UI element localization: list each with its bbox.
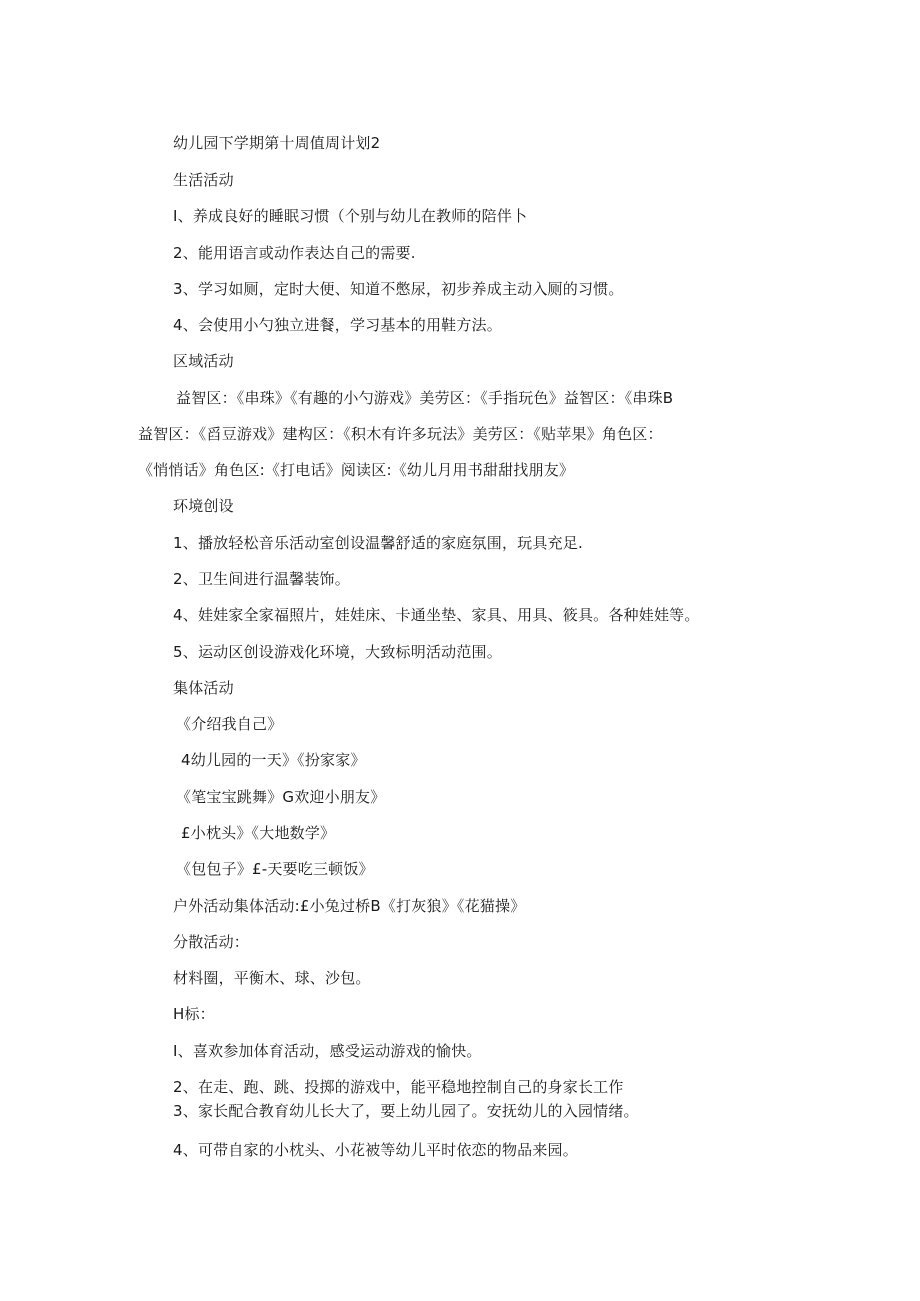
list-item: 《包包子》£-天要吃三顿饭》: [176, 860, 374, 878]
list-item: 5、运动区创设游戏化环境，大致标明活动范围。: [173, 643, 502, 661]
list-item: 《笔宝宝跳舞》G欢迎小朋友》: [176, 788, 386, 806]
list-item: 3、学习如厕，定时大便、知道不憋尿，初步养成主动入厕的习惯。: [173, 280, 624, 298]
section-heading-scattered: 分散活动：: [173, 933, 250, 951]
list-item: 4、娃娃家全家福照片，娃娃床、卡通坐垫、家具、用具、筱具。各种娃娃等。: [173, 606, 700, 624]
section-heading-area: 区域活动: [173, 352, 234, 370]
list-item: 4、可带自家的小枕头、小花被等幼儿平时依恋的物品来园。: [173, 1141, 578, 1159]
list-item: I、喜欢参加体育活动，感受运动游戏的愉快。: [173, 1042, 482, 1060]
list-item: 1、播放轻松音乐活动室创设温馨舒适的家庭氛围，玩具充足.: [173, 534, 583, 552]
list-item: £小枕头》《大地数学》: [181, 824, 336, 842]
list-item: 4、会使用小勺独立进餐，学习基本的用鞋方法。: [173, 316, 502, 334]
section-heading-group: 集体活动: [173, 679, 234, 697]
list-item: I、养成良好的睡眠习惯（个别与幼儿在教师的陪伴卜: [173, 207, 528, 225]
section-heading-outdoor: 户外活动集体活动:£小兔过桥B《打灰狼》《花猫操》: [173, 897, 526, 915]
document-title: 幼儿园下学期第十周值周计划2: [173, 134, 381, 152]
section-heading-environment: 环境创设: [173, 497, 234, 515]
section-heading-goals: H标：: [173, 1005, 215, 1023]
paragraph-line: 益智区：《串珠》《有趣的小勺游戏》美劳区：《手指玩色》益智区：《串珠B: [176, 389, 674, 407]
list-item: 2、在走、跑、跳、投掷的游戏中，能平稳地控制自己的身家长工作: [173, 1078, 624, 1096]
paragraph-line: 《悄悄话》角色区:《打电话》阅读区:《幼儿月用书甜甜找朋友》: [138, 461, 575, 479]
paragraph-line: 益智区：《舀豆游戏》建构区：《积木有许多玩法》美劳区：《贴苹果》角色区：: [138, 425, 663, 443]
list-item: 2、能用语言或动作表达自己的需要.: [173, 244, 416, 262]
list-item: 《介绍我自己》: [176, 715, 283, 733]
list-item: 3、家长配合教育幼儿长大了，要上幼儿园了。安抚幼儿的入园情绪。: [173, 1102, 639, 1120]
list-item: 4幼儿园的一天》《扮家家》: [181, 751, 366, 769]
list-item: 2、卫生间进行温馨装饰。: [173, 570, 350, 588]
paragraph-line: 材料圈，平衡木、球、沙包。: [173, 969, 371, 987]
section-heading-life: 生活活动: [173, 171, 234, 189]
